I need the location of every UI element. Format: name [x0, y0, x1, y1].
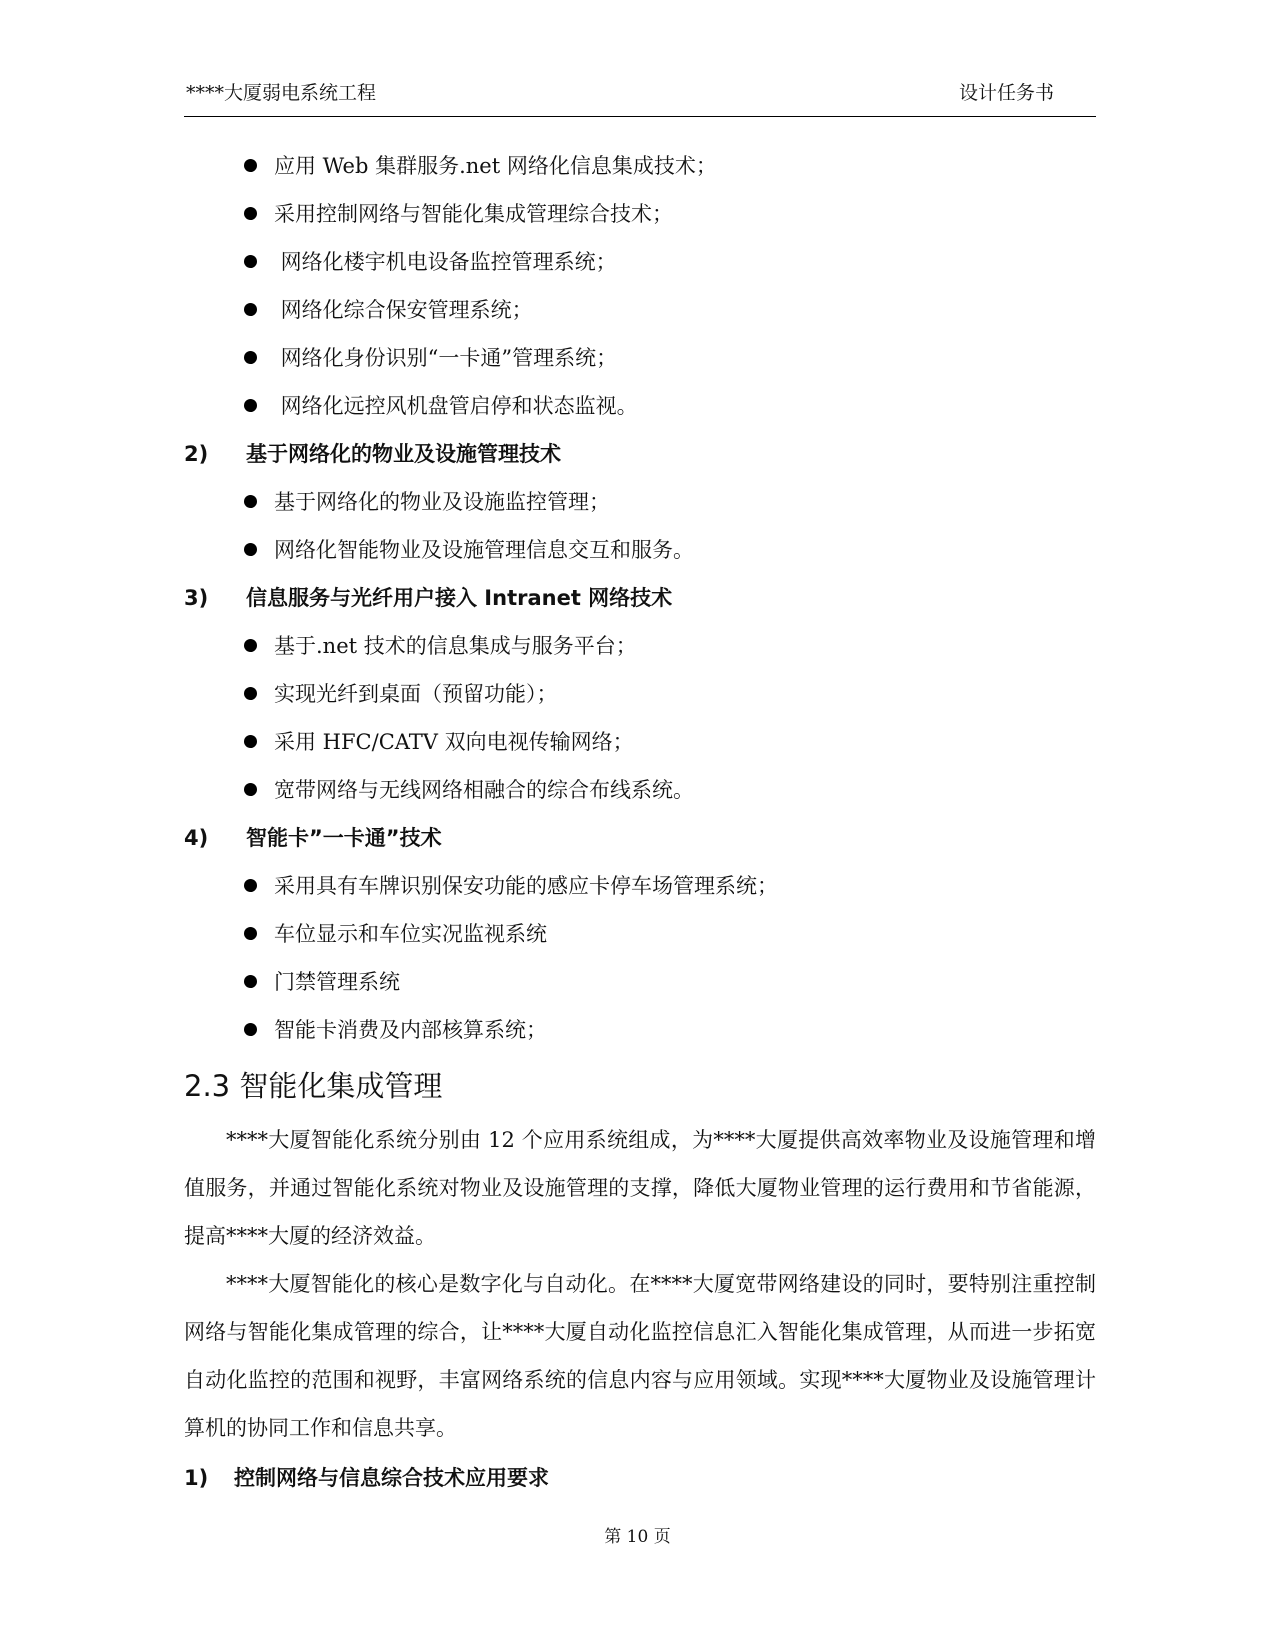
bullet-icon: [244, 783, 257, 796]
bullet-icon: [244, 927, 257, 940]
body-paragraph: ****大厦智能化的核心是数字化与自动化。在****大厦宽带网络建设的同时，要特别注重控制网络与智能化集成管理的综合，让****大厦自动化监控信息汇入智能化集成管理，从而进一步拓宽自动化监控的范围和视野，丰富网络系统的信息内容与应用领域。实现****大厦物业及设施管理计算机的协同工作和信息共享。: [184, 1272, 1096, 1440]
page-number: 第 10 页: [604, 1527, 671, 1547]
heading-number: 2): [184, 442, 209, 466]
bullet-icon: [244, 207, 257, 220]
body-paragraph: ****大厦智能化系统分别由 12 个应用系统组成，为****大厦提供高效率物业及设施管理和增值服务，并通过智能化系统对物业及设施管理的支撑，降低大厦物业管理的运行费用和节省能源，提高****大厦的经济效益。: [184, 1128, 1096, 1248]
heading-number: 1): [184, 1466, 209, 1490]
bullet-icon: [244, 255, 257, 268]
list-item-text: 网络化楼宇机电设备监控管理系统；: [274, 250, 617, 274]
bullet-icon: [244, 687, 257, 700]
list-item-text: 实现光纤到桌面（预留功能）；: [274, 682, 558, 706]
list-item: [184, 286, 1096, 334]
list-item: [184, 478, 1096, 526]
list-item-text: 车位显示和车位实况监视系统: [274, 922, 547, 946]
heading-number: 4): [184, 826, 209, 850]
bullet-icon: [244, 639, 257, 652]
heading-text: 控制网络与信息综合技术应用要求: [234, 1466, 549, 1490]
bullet-icon: [244, 879, 257, 892]
list-item-text: 采用 HFC/CATV 双向电视传输网络；: [274, 730, 634, 754]
section-paragraphs: [184, 1116, 1096, 1452]
heading-text: 信息服务与光纤用户接入 Intranet 网络技术: [246, 586, 673, 610]
bullet-list-c: [184, 622, 1096, 814]
list-item: [184, 238, 1096, 286]
list-item-text: 基于网络化的物业及设施监控管理；: [274, 490, 610, 514]
section-title: 2.3 智能化集成管理: [184, 1069, 443, 1103]
bullet-icon: [244, 303, 257, 316]
heading-text: 基于网络化的物业及设施管理技术: [246, 442, 561, 466]
list-item: [184, 910, 1096, 958]
list-item-text: 应用 Web 集群服务.net 网络化信息集成技术；: [274, 154, 717, 178]
page-header: [184, 72, 1096, 117]
list-item: [184, 670, 1096, 718]
list-item: [184, 622, 1096, 670]
heading-number: 3): [184, 586, 209, 610]
bullet-icon: [244, 351, 257, 364]
numbered-heading-4: [184, 814, 1096, 862]
list-item: [184, 862, 1096, 910]
list-item-text: 宽带网络与无线网络相融合的综合布线系统。: [274, 778, 694, 802]
list-item: [184, 190, 1096, 238]
bullet-icon: [244, 495, 257, 508]
list-item-text: 网络化远控风机盘管启停和状态监视。: [274, 394, 638, 418]
bullet-icon: [244, 1023, 257, 1036]
list-item-text: 门禁管理系统: [274, 970, 400, 994]
bullet-list-d: [184, 862, 1096, 1054]
numbered-heading-2: [184, 430, 1096, 478]
page-body: [184, 142, 1096, 1502]
list-item-text: 基于.net 技术的信息集成与服务平台；: [274, 634, 637, 658]
list-item: [184, 958, 1096, 1006]
header-document-title: ****大厦弱电系统工程: [186, 82, 377, 104]
list-item-text: 网络化身份识别“一卡通”管理系统；: [274, 346, 618, 370]
list-item: [184, 382, 1096, 430]
list-item-text: 采用具有车牌识别保安功能的感应卡停车场管理系统；: [274, 874, 778, 898]
numbered-heading-3: [184, 574, 1096, 622]
list-item: [184, 766, 1096, 814]
list-item-text: 采用控制网络与智能化集成管理综合技术；: [274, 202, 673, 226]
list-item: [184, 718, 1096, 766]
heading-text: 智能卡”一卡通”技术: [246, 826, 442, 850]
list-item: [184, 334, 1096, 382]
bullet-list-b: [184, 478, 1096, 574]
bullet-icon: [244, 975, 257, 988]
list-item-text: 网络化智能物业及设施管理信息交互和服务。: [274, 538, 694, 562]
list-item: [184, 526, 1096, 574]
bullet-icon: [244, 735, 257, 748]
list-item-text: 智能卡消费及内部核算系统；: [274, 1018, 547, 1042]
list-item-text: 网络化综合保安管理系统；: [274, 298, 533, 322]
bullet-icon: [244, 543, 257, 556]
numbered-subheading-1: [184, 1454, 1096, 1502]
bullet-icon: [244, 159, 257, 172]
bullet-icon: [244, 399, 257, 412]
header-document-type: 设计任务书: [958, 82, 1054, 104]
list-item: [184, 1006, 1096, 1054]
bullet-list-a: [184, 142, 1096, 430]
list-item: [184, 142, 1096, 190]
